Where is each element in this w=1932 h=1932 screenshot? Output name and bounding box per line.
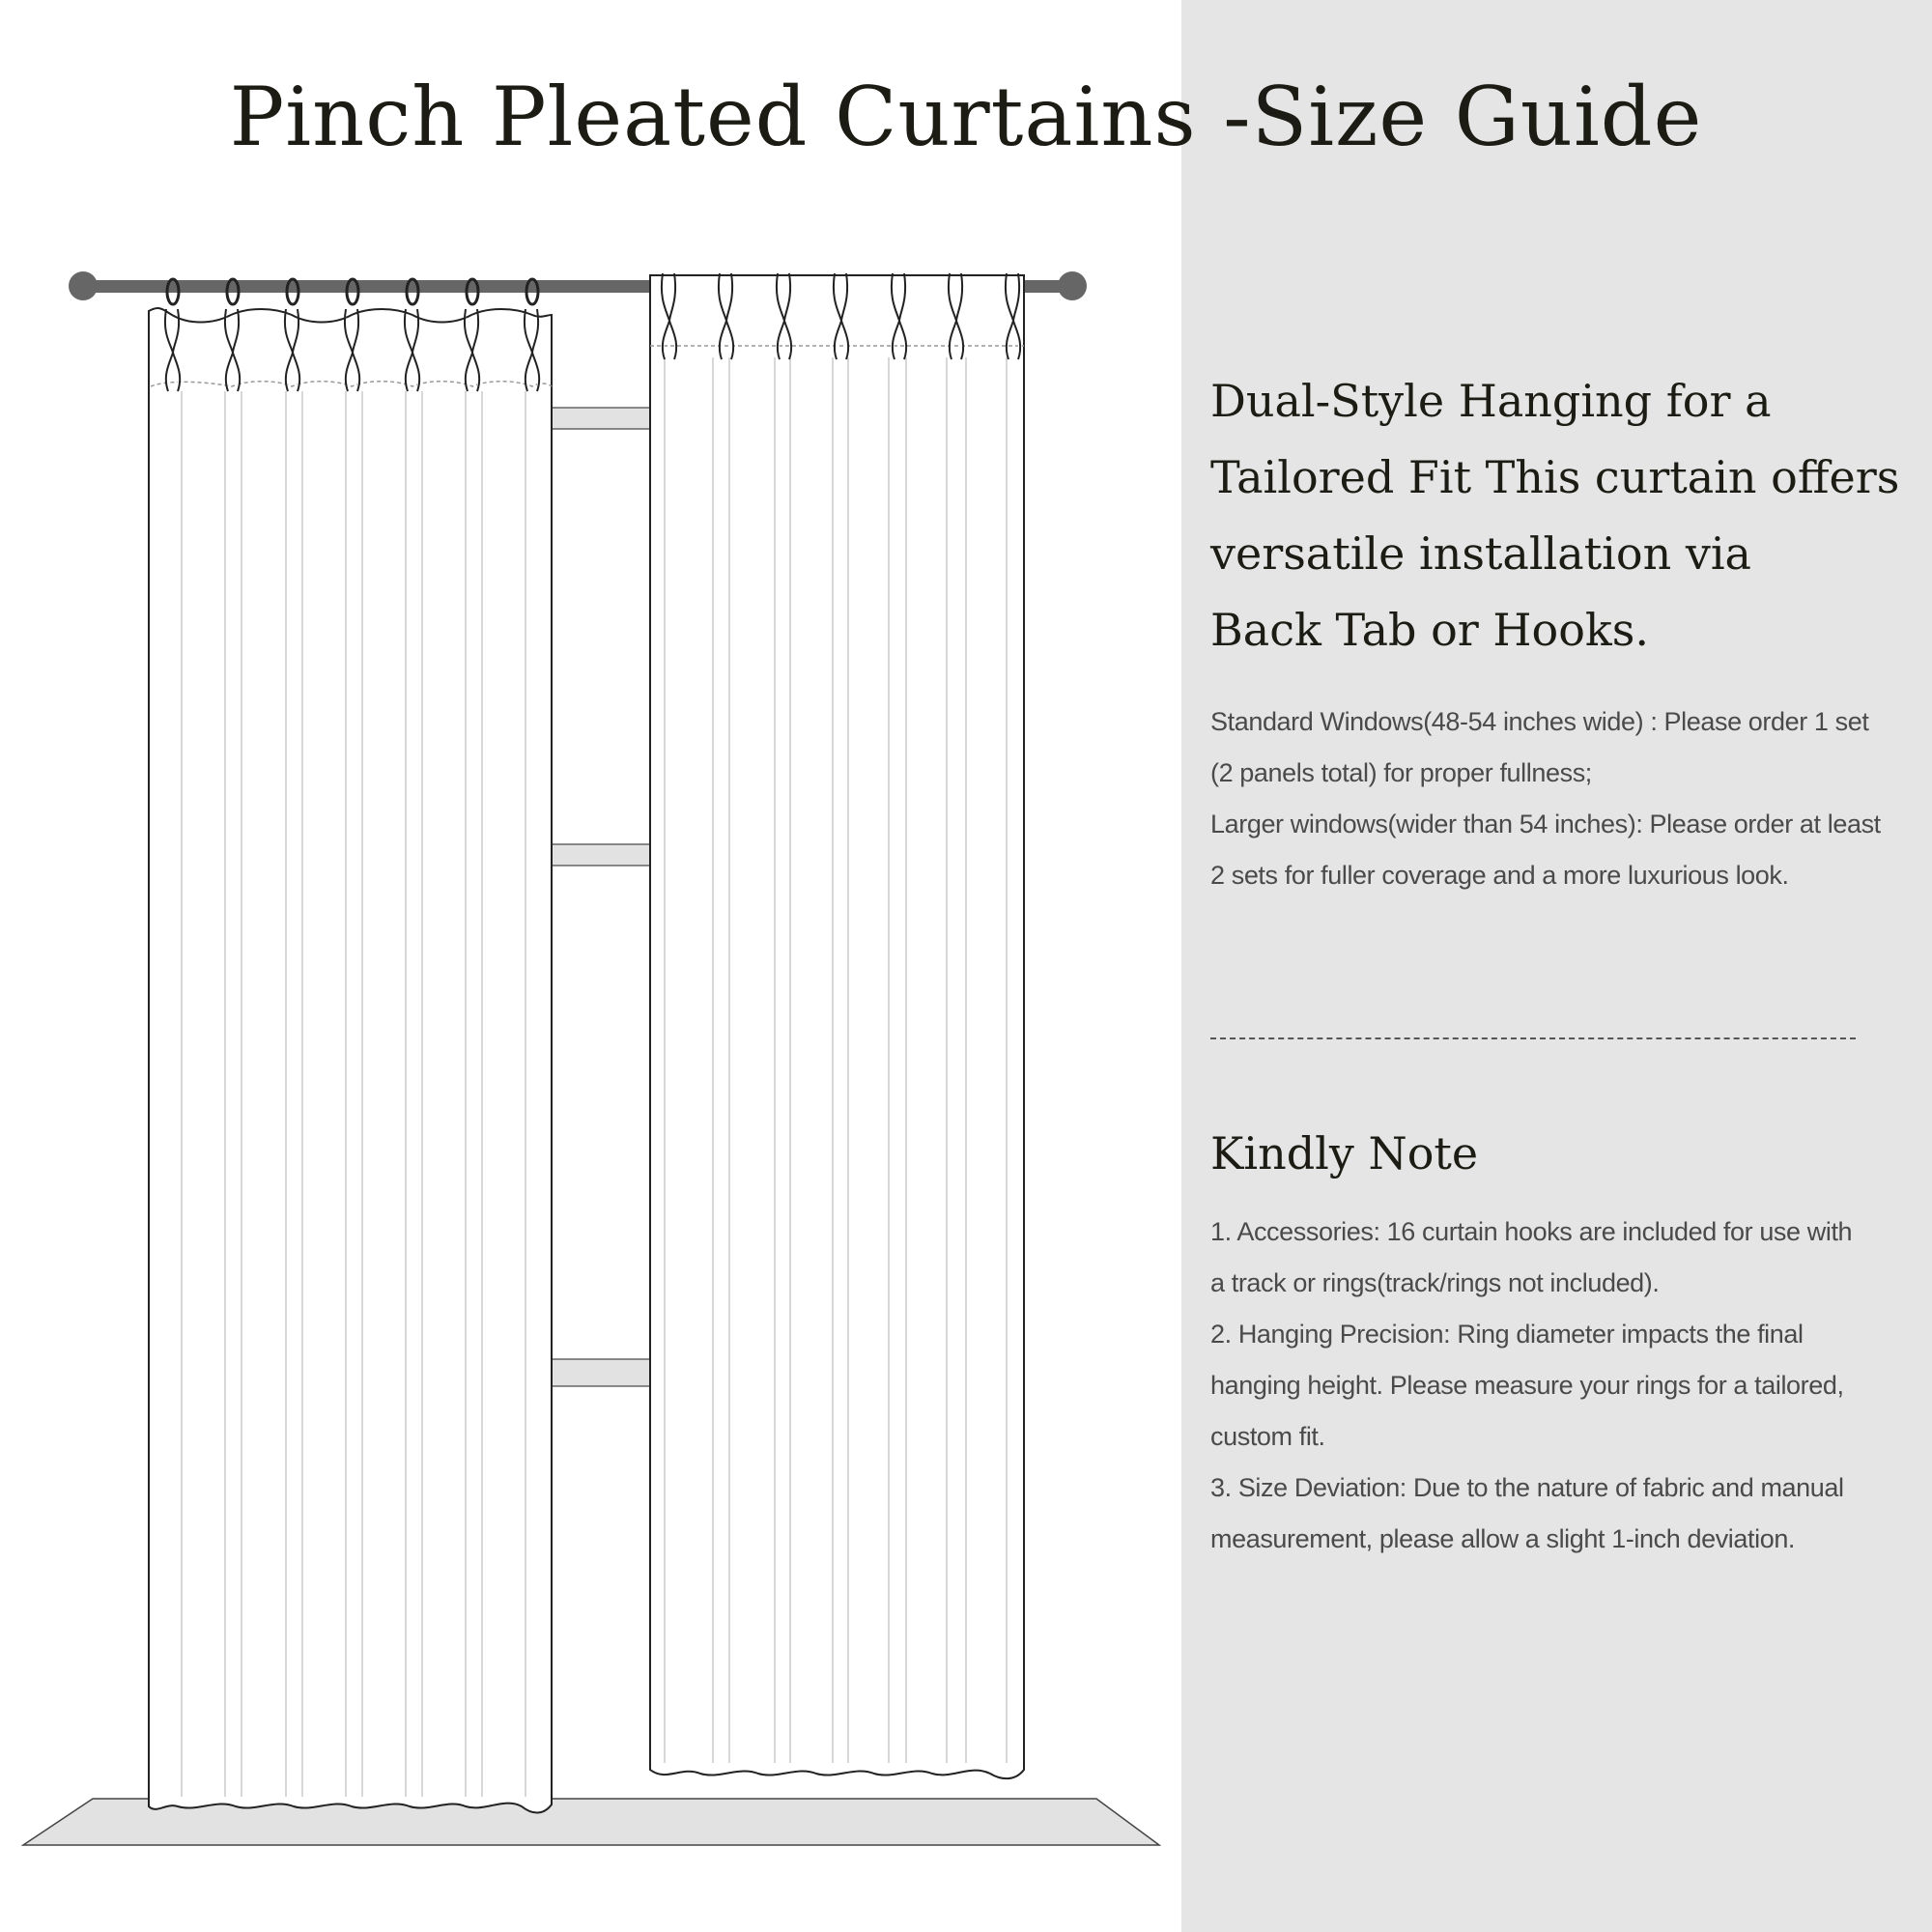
note-heading: Kindly Note <box>1210 1127 1479 1179</box>
intro-heading-line: Back Tab or Hooks. <box>1210 604 1650 656</box>
note-list <box>1210 1207 1925 1565</box>
left-curtain-panel <box>149 279 552 1813</box>
advice-line: Standard Windows(48-54 inches wide) : Please order 1 set <box>1210 707 1869 736</box>
dashed-divider <box>1210 1037 1856 1039</box>
note-line: a track or rings(track/rings not included). <box>1210 1268 1660 1297</box>
note-line: custom fit. <box>1210 1422 1325 1451</box>
page-title: Pinch Pleated Curtains -Size Guide <box>229 70 1703 164</box>
note-line: hanging height. Please measure your rings for a tailored, <box>1210 1371 1844 1400</box>
window-size-advice <box>1210 696 1925 901</box>
note-line: 1. Accessories: 16 curtain hooks are included for use with <box>1210 1217 1853 1246</box>
right-curtain-panel <box>650 273 1024 1778</box>
advice-line: (2 panels total) for proper fullness; <box>1210 758 1592 787</box>
left-curtain-outline <box>149 308 552 1812</box>
advice-line: 2 sets for fuller coverage and a more luxurious look. <box>1210 861 1789 890</box>
note-line: 3. Size Deviation: Due to the nature of fabric and manual <box>1210 1473 1844 1502</box>
advice-line: Larger windows(wider than 54 inches): Please order at least <box>1210 810 1881 838</box>
note-line: measurement, please allow a slight 1-inch deviation. <box>1210 1524 1796 1553</box>
intro-heading-line: versatile installation via <box>1210 527 1751 580</box>
note-line: 2. Hanging Precision: Ring diameter impacts the final <box>1210 1320 1804 1349</box>
intro-heading <box>1210 363 1916 668</box>
intro-heading-line: Tailored Fit This curtain offers <box>1210 451 1900 503</box>
right-curtain-outline <box>650 275 1024 1778</box>
info-panel-background <box>1181 0 1932 1932</box>
window-frame <box>549 408 651 1386</box>
intro-heading-line: Dual-Style Hanging for a <box>1210 375 1772 427</box>
